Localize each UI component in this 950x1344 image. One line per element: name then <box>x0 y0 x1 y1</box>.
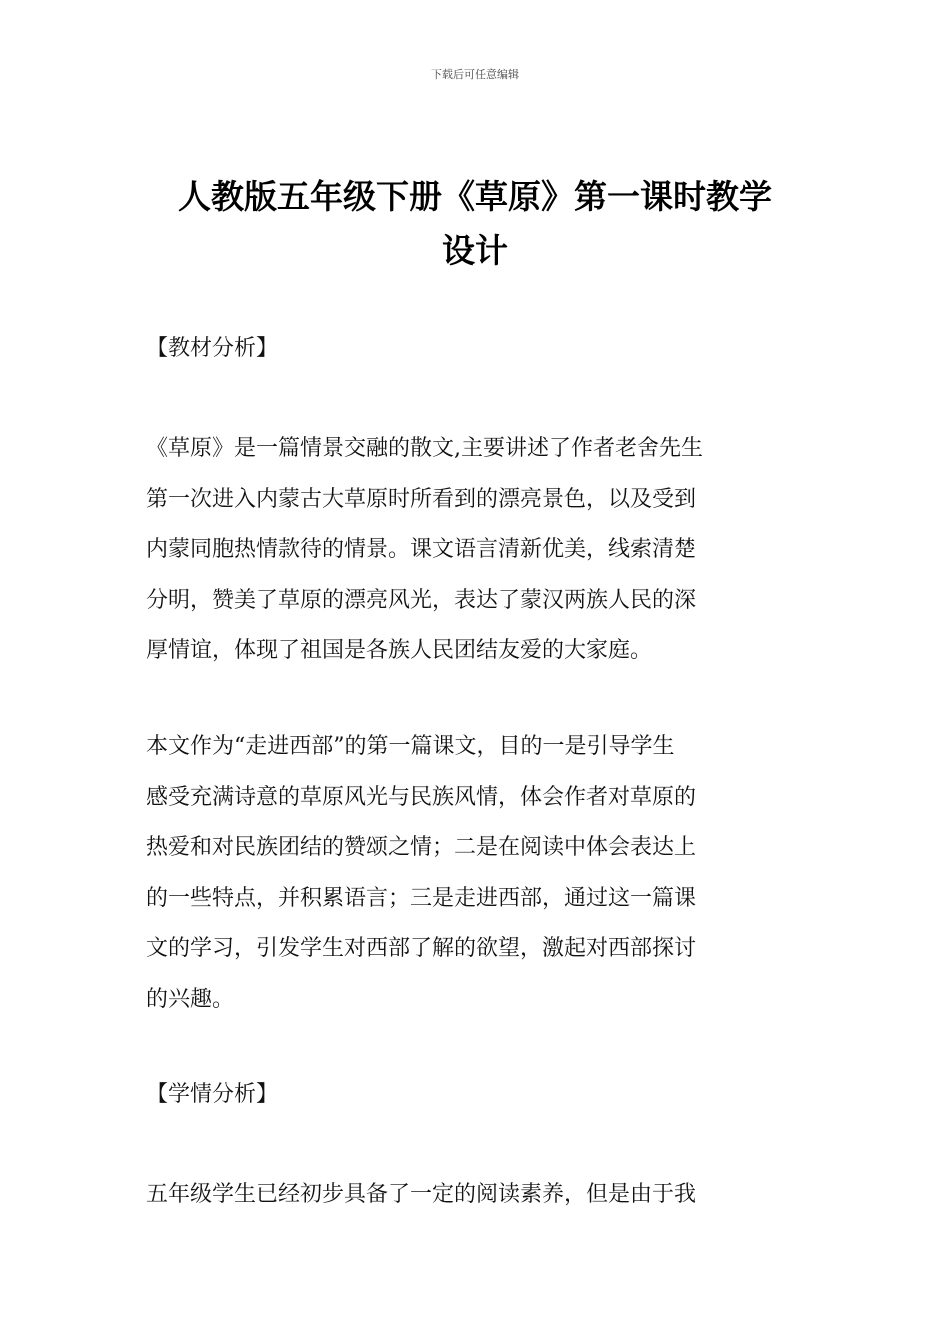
text-line: 内蒙同胞热情款待的情景。课文语言清新优美，线索清楚 <box>146 537 697 562</box>
text-line: 文的学习，引发学生对西部了解的欲望，激起对西部探讨 <box>146 936 697 961</box>
paragraph-lesson-goals <box>146 722 806 1025</box>
text-line: 五年级学生已经初步具备了一定的阅读素养，但是由于我 <box>146 1182 697 1207</box>
text-line: 第一次进入内蒙古大草原时所看到的漂亮景色，以及受到 <box>146 486 697 512</box>
title-line-1: 人教版五年级下册《草原》第一课时教学 <box>178 177 772 216</box>
text-line: 的兴趣。 <box>146 986 235 1012</box>
paragraph-learner-analysis <box>146 1170 806 1221</box>
text-line: 感受充满诗意的草原风光与民族风情，体会作者对草原的 <box>146 784 697 810</box>
text-line: 本文作为“走进西部”的第一篇课文，目的一是引导学生 <box>146 734 675 759</box>
section-heading-textbook-analysis: 【教材分析】 <box>146 336 279 361</box>
section-heading-learner-analysis: 【学情分析】 <box>146 1082 279 1107</box>
title-line-2: 设计 <box>442 231 508 270</box>
text-line: 厚情谊，体现了祖国是各族人民团结友爱的大家庭。 <box>146 638 653 663</box>
text-line: 分明，赞美了草原的漂亮风光，表达了蒙汉两族人民的深 <box>146 587 697 613</box>
document-title <box>120 170 830 278</box>
text-line: 的一些特点，并积累语言；三是走进西部，通过这一篇课 <box>146 885 697 911</box>
text-line: 《草原》是一篇情景交融的散文,主要讲述了作者老舍先生 <box>146 436 703 461</box>
text-line: 热爱和对民族团结的赞颂之情；二是在阅读中体会表达上 <box>146 835 697 860</box>
header-note: 下载后可任意编辑 <box>431 68 519 81</box>
paragraph-textbook-analysis <box>146 424 806 677</box>
